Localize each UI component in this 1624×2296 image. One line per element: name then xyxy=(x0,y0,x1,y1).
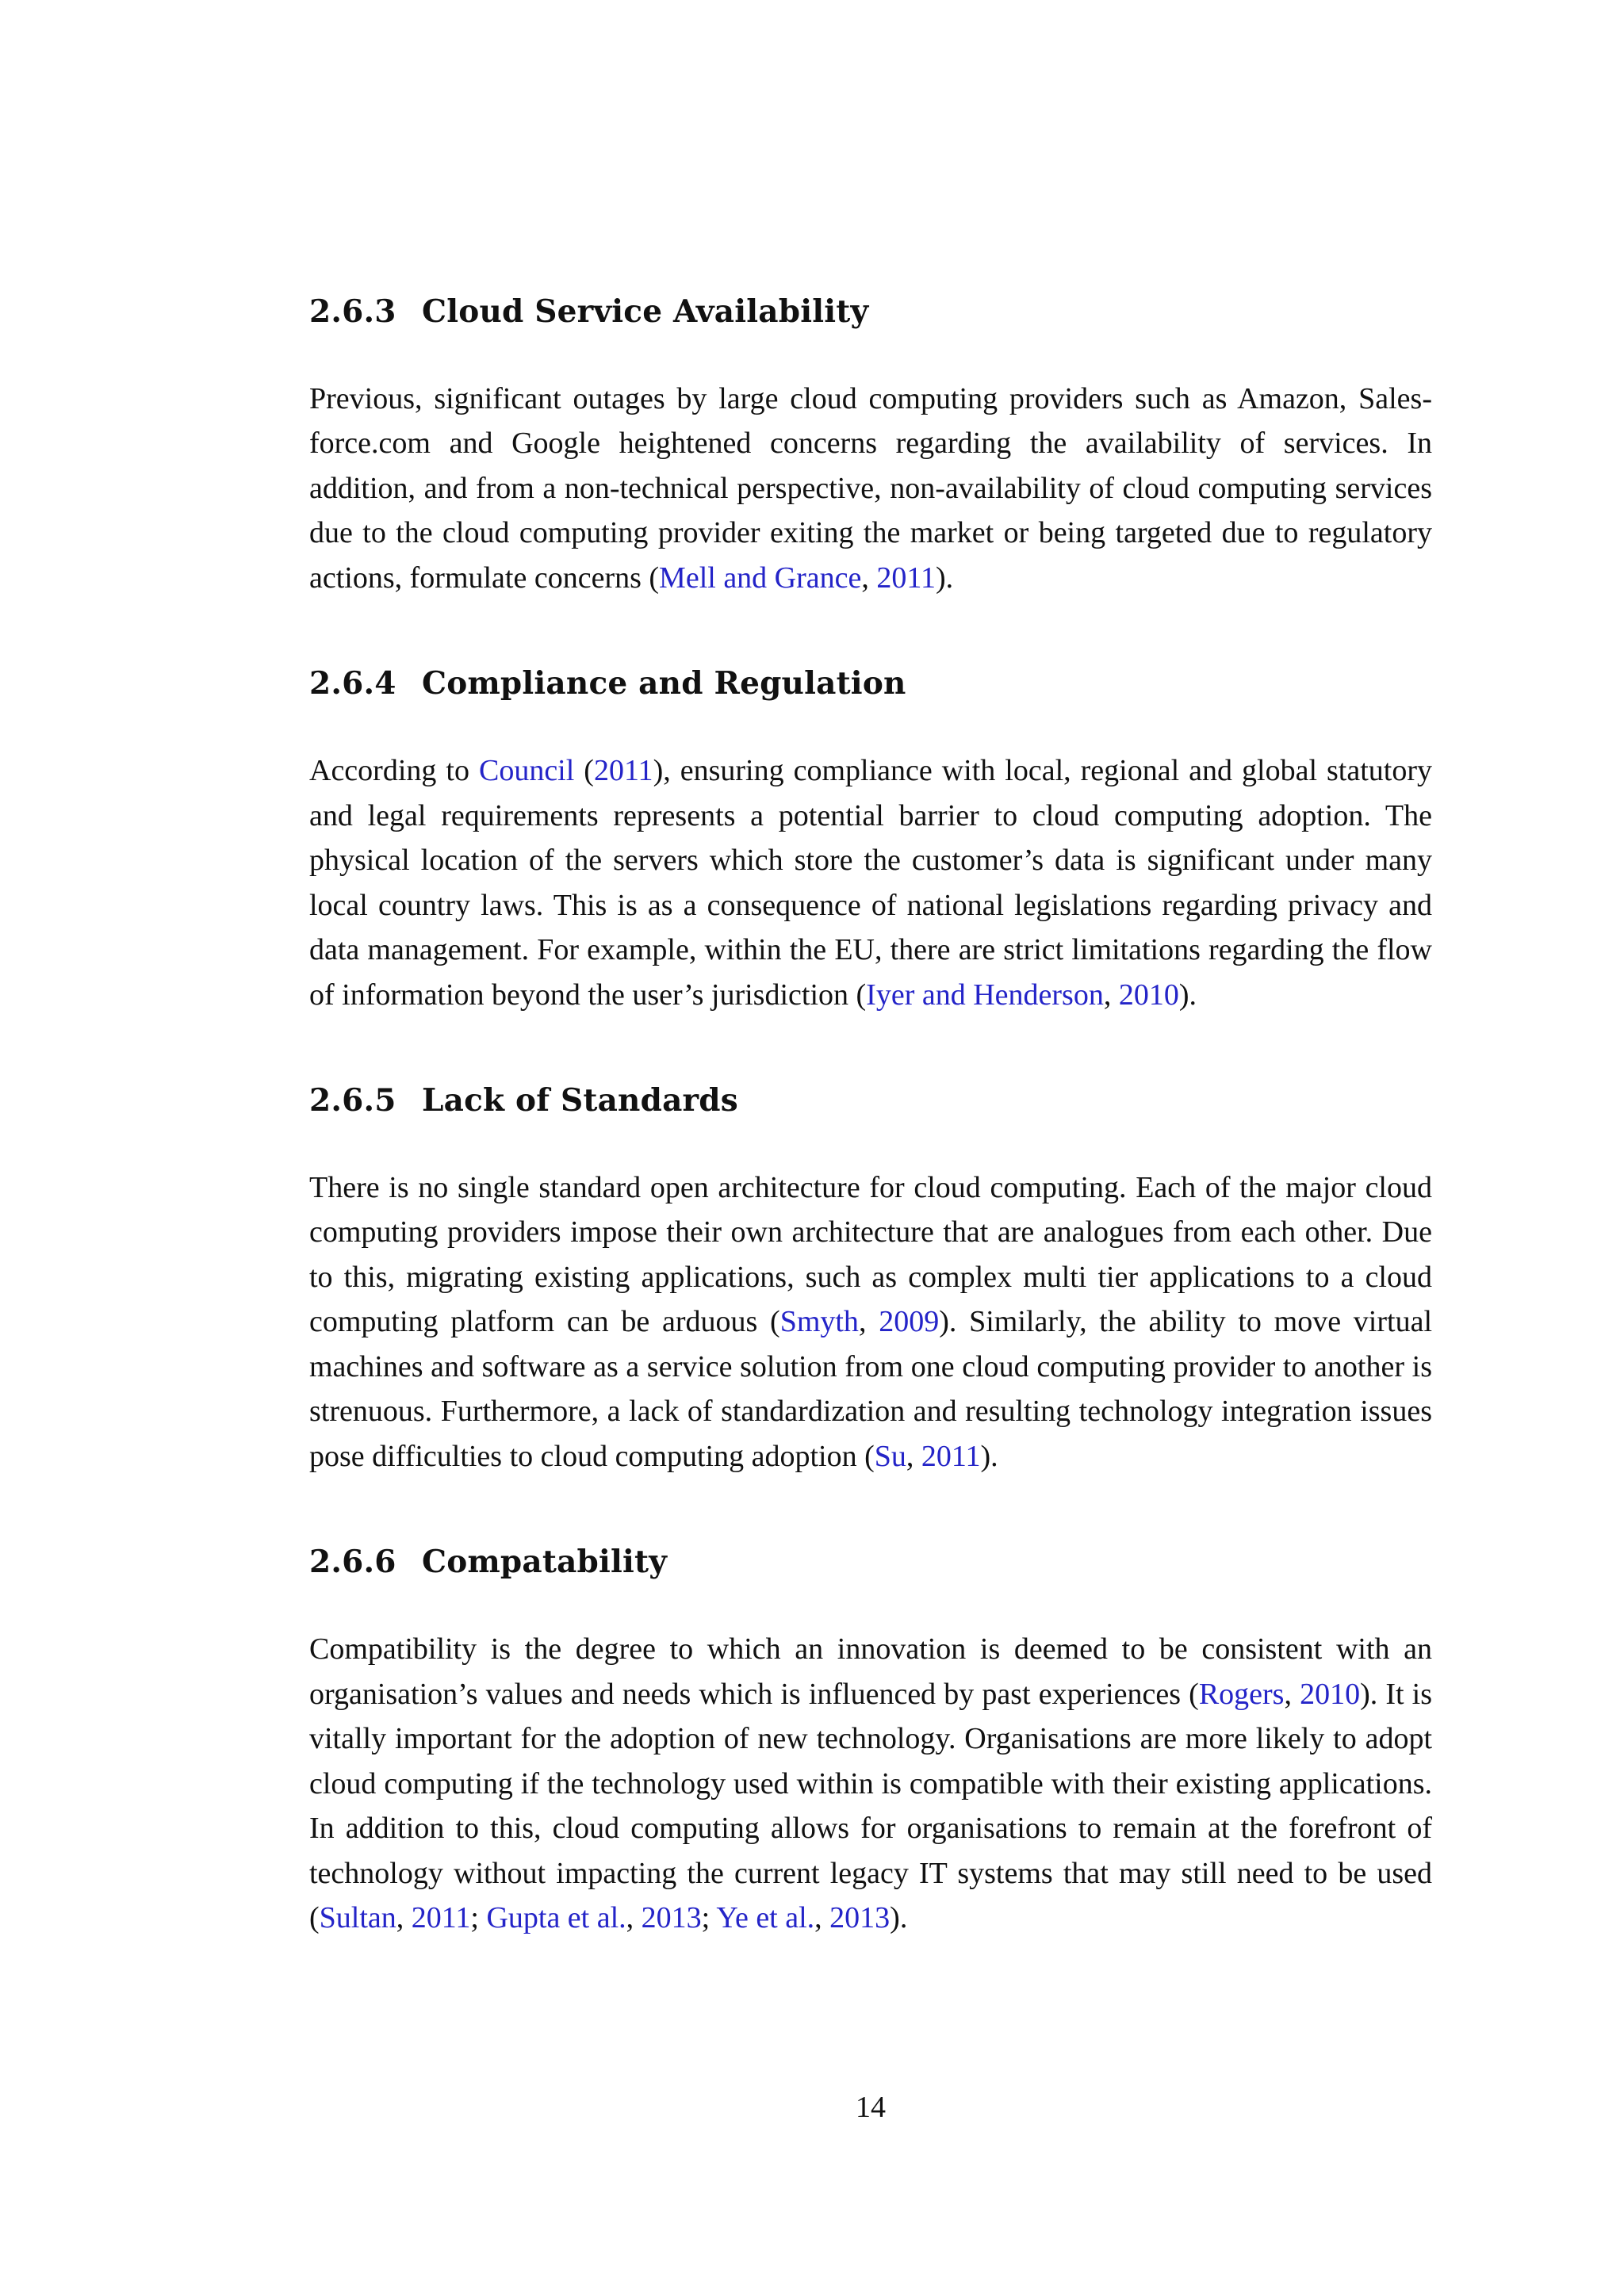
citation-year-link[interactable]: 2013 xyxy=(829,1901,891,1935)
section-heading xyxy=(309,1082,1432,1119)
paragraph-text: , xyxy=(1284,1677,1300,1711)
citation-year-link[interactable]: 2009 xyxy=(879,1305,940,1339)
section-cloud-service-availability xyxy=(309,293,1432,600)
paragraph-text: ). It is vitally important for the adoption of new technology. Organisations are more likely to adopt cloud computing if the technology used within is compatible with their existing applications. In addition to this, cloud computing allows for organisations to remain at the forefront of technology without impacting the current legacy IT systems that may still need to be used ( xyxy=(309,1677,1433,1935)
citation-year-link[interactable]: 2011 xyxy=(411,1901,471,1935)
citation-author-link[interactable]: Council xyxy=(478,754,575,788)
citation-author-link[interactable]: Su xyxy=(874,1439,906,1473)
section-number: 2.6.5 xyxy=(309,1082,396,1119)
paragraph-text: , xyxy=(814,1901,830,1935)
citation-author-link[interactable]: Rogers xyxy=(1198,1677,1285,1711)
citation-author-link[interactable]: Mell and Grance xyxy=(659,561,862,595)
section-title: Compliance and Regulation xyxy=(422,665,906,702)
paragraph-text: ; xyxy=(701,1901,717,1935)
citation-year-link[interactable]: 2010 xyxy=(1300,1677,1361,1711)
page-content xyxy=(309,293,1432,2006)
section-compatability xyxy=(309,1544,1432,1940)
section-paragraph xyxy=(309,748,1432,1017)
section-heading xyxy=(309,1544,1432,1581)
citation-author-link[interactable]: Iyer and Henderson xyxy=(866,978,1104,1012)
section-paragraph xyxy=(309,1165,1432,1479)
paragraph-text: ). xyxy=(1178,978,1197,1012)
paragraph-text: , xyxy=(861,561,877,595)
citation-author-link[interactable]: Sultan xyxy=(319,1901,396,1935)
section-heading xyxy=(309,665,1432,702)
citation-year-link[interactable]: 2011 xyxy=(921,1439,981,1473)
paragraph-text: Previous, significant outages by large cloud computing providers such as Amazon, Salesforce.com and Google heightened concerns regarding the availability of services. In addition, and from a non-technical perspective, non-availability of cloud computing services due to the cloud computing provider exiting the market or being targeted due to regulatory actions, formulate concerns ( xyxy=(309,381,1432,595)
citation-author-link[interactable]: Ye et al. xyxy=(716,1901,815,1935)
paragraph-text: ). xyxy=(980,1439,998,1473)
section-paragraph xyxy=(309,377,1432,601)
paragraph-text: ). xyxy=(935,561,954,595)
section-lack-of-standards xyxy=(309,1082,1432,1479)
citation-year-link[interactable]: 2011 xyxy=(876,561,936,595)
paragraph-text: ; xyxy=(470,1901,487,1935)
section-title: Compatability xyxy=(422,1544,668,1581)
paragraph-text: There is no single standard open architecture for cloud computing. Each of the major cloud computing providers impose their own architecture that are analogues from each other. Due to this, migrating existing applications, such as complex multi tier applications to a cloud computing platform can be arduous ( xyxy=(309,1170,1432,1339)
section-title: Cloud Service Availability xyxy=(422,293,869,330)
section-number: 2.6.6 xyxy=(309,1544,396,1581)
paragraph-text: , xyxy=(396,1901,412,1935)
paragraph-text: , xyxy=(1103,978,1119,1012)
paragraph-text: ). Similarly, the ability to move virtual machines and software as a service solution from one cloud computing provider to another is strenuous. Furthermore, a lack of standardization and resulting technology integration issues pose difficulties to cloud computing adoption ( xyxy=(309,1305,1432,1473)
paragraph-text: , xyxy=(906,1439,921,1473)
paragraph-text: ), ensuring compliance with local, regional and global statutory and legal requirements represents a potential barrier to cloud computing adoption. The physical location of the servers which store the customer’s data is significant under many local country laws. This is as a consequence of national legislations regarding privacy and data management. For example, within the EU, there are strict limitations regarding the flow of information beyond the user’s jurisdiction ( xyxy=(309,754,1433,1012)
section-paragraph xyxy=(309,1627,1432,1941)
section-number: 2.6.4 xyxy=(309,665,396,702)
citation-year-link[interactable]: 2013 xyxy=(641,1901,702,1935)
citation-author-link[interactable]: Gupta et al. xyxy=(486,1901,626,1935)
citation-year-link[interactable]: 2010 xyxy=(1118,978,1179,1012)
paragraph-text: ( xyxy=(574,754,594,788)
page-number: 14 xyxy=(856,2091,886,2124)
section-compliance-and-regulation xyxy=(309,665,1432,1017)
paragraph-text: ). xyxy=(890,1901,908,1935)
section-heading xyxy=(309,293,1432,331)
paragraph-text: , xyxy=(858,1305,879,1339)
paragraph-text: Compatibility is the degree to which an innovation is deemed to be consistent with an organisation’s values and needs which is influenced by past experiences ( xyxy=(309,1632,1432,1711)
paragraph-text: , xyxy=(626,1901,642,1935)
section-title: Lack of Standards xyxy=(422,1082,738,1119)
citation-author-link[interactable]: Smyth xyxy=(779,1305,859,1339)
section-number: 2.6.3 xyxy=(309,293,396,330)
paragraph-text: According to xyxy=(309,754,479,788)
citation-year-link[interactable]: 2011 xyxy=(593,754,653,788)
